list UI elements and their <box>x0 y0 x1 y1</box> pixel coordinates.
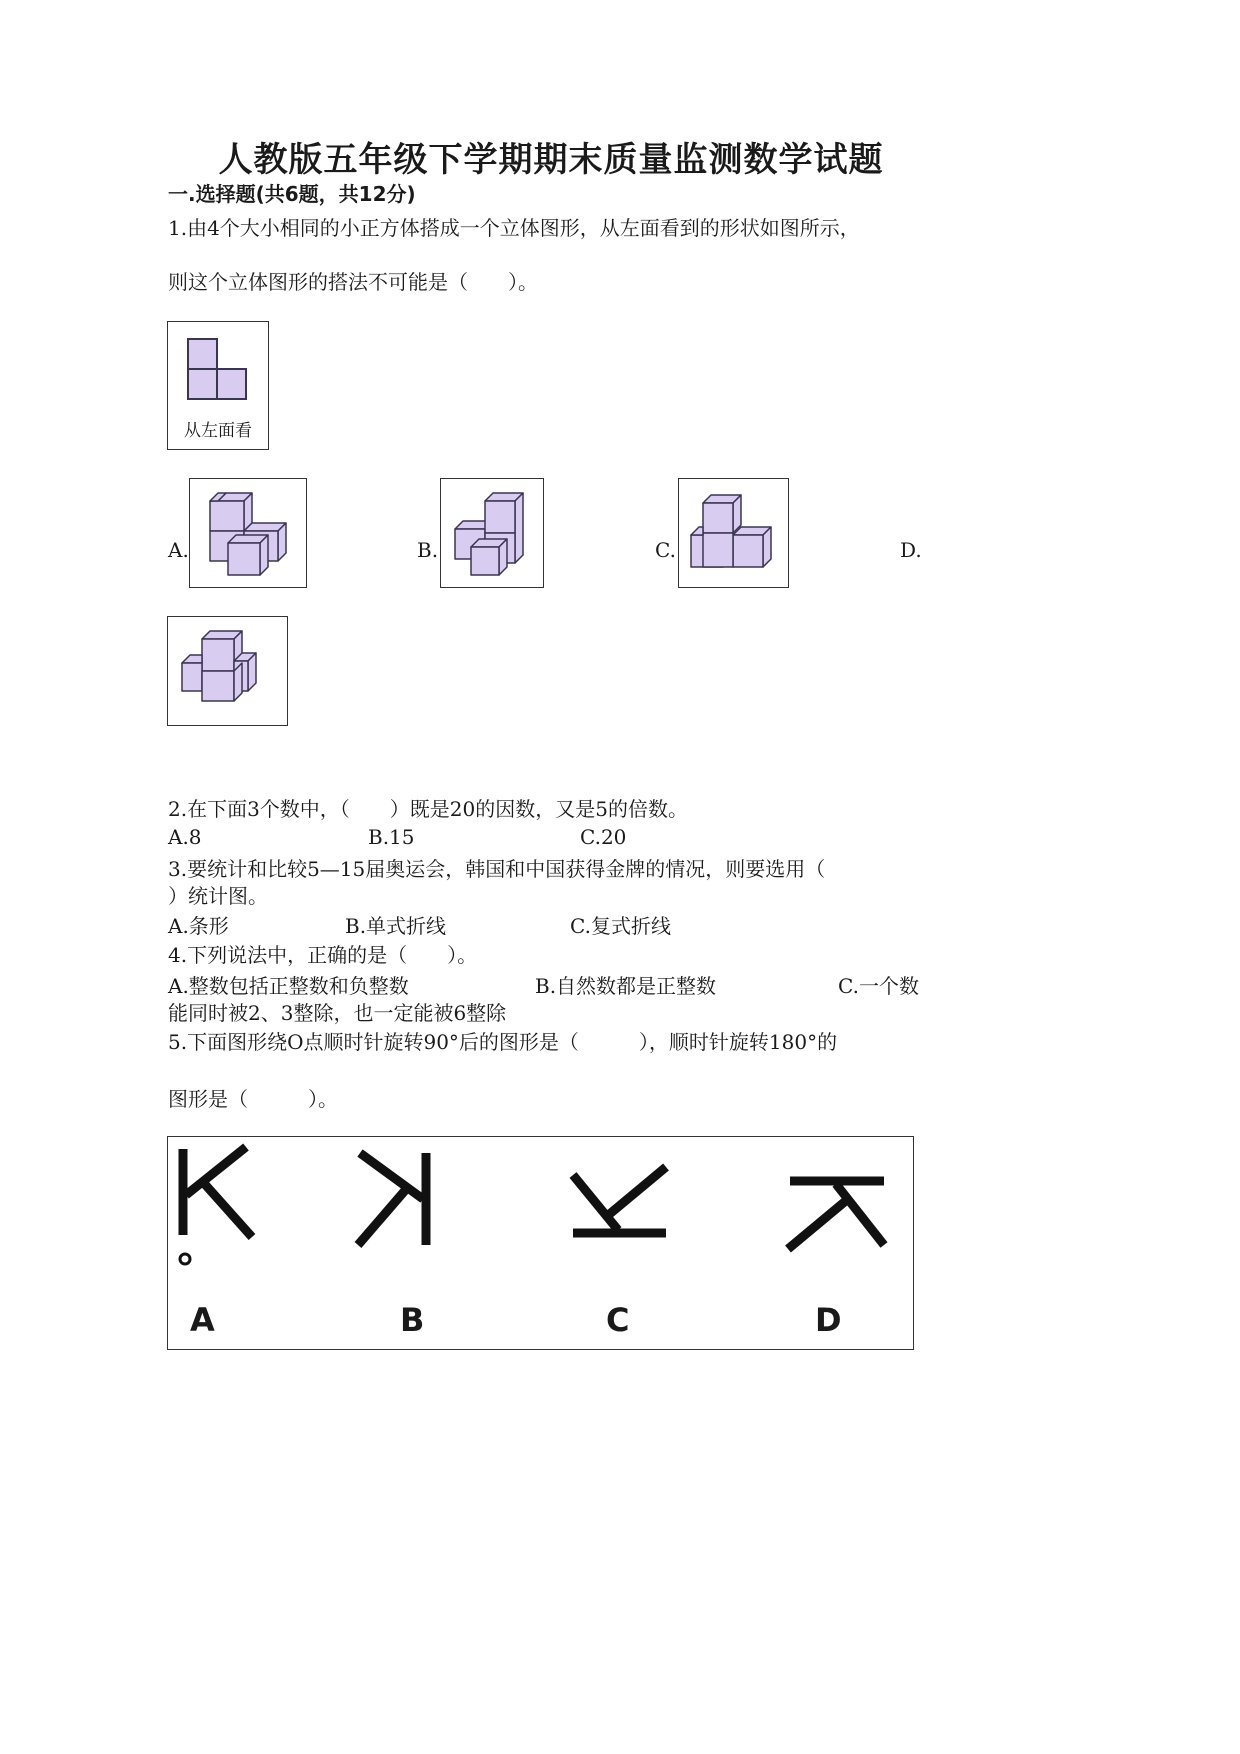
option-a-figure <box>189 478 307 588</box>
view-caption: 从左面看 <box>184 421 252 441</box>
question-2-text: 2.在下面3个数中，（ ）既是20的因数，又是5的倍数。 <box>168 797 688 821</box>
option-c-label: C. <box>655 538 676 562</box>
cube-figure-a <box>190 479 306 587</box>
question-1-line1: 1.由4个大小相同的小正方体搭成一个立体图形，从左面看到的形状如图所示， <box>168 216 860 240</box>
k-shape-c <box>573 1167 666 1233</box>
k-shape-d <box>788 1181 884 1249</box>
question-5-line2: 图形是（ ）。 <box>168 1087 338 1111</box>
figure-label-d: D <box>815 1301 842 1339</box>
figure-label-c: C <box>606 1301 630 1339</box>
rotation-figure <box>167 1136 914 1350</box>
left-view-figure <box>167 321 269 450</box>
cube-figure-c <box>679 479 788 587</box>
left-view-drawing <box>168 322 268 412</box>
question-3-line2: ）统计图。 <box>168 884 268 908</box>
q4-option-c-cont: 能同时被2、3整除，也一定能被6整除 <box>168 1001 507 1025</box>
option-d-figure <box>167 616 288 726</box>
option-a-label: A. <box>168 538 189 562</box>
section-heading: 一.选择题(共6题，共12分) <box>168 182 416 206</box>
option-b-figure <box>440 478 544 588</box>
q4-option-b: B.自然数都是正整数 <box>535 974 717 998</box>
cube-figure-d <box>168 617 287 725</box>
question-3-line1: 3.要统计和比较5—15届奥运会，韩国和中国获得金牌的情况，则要选用（ <box>168 857 826 881</box>
q3-option-c: C.复式折线 <box>570 914 671 938</box>
q4-option-a: A.整数包括正整数和负整数 <box>168 974 409 998</box>
q3-option-b: B.单式折线 <box>345 914 447 938</box>
question-1-line2: 则这个立体图形的搭法不可能是（ ）。 <box>168 270 538 294</box>
question-4-text: 4.下列说法中，正确的是（ ）。 <box>168 943 478 967</box>
q4-option-c: C.一个数 <box>838 974 919 998</box>
page-title: 人教版五年级下学期期末质量监测数学试题 <box>218 140 884 180</box>
figure-label-b: B <box>400 1301 425 1339</box>
option-b-label: B. <box>417 538 439 562</box>
q2-option-a: A.8 <box>168 825 202 849</box>
question-5-line1: 5.下面图形绕O点顺时针旋转90°后的图形是（ ），顺时针旋转180°的 <box>168 1030 838 1054</box>
q2-option-b: B.15 <box>368 825 415 849</box>
option-d-label: D. <box>900 538 922 562</box>
k-shape-b <box>358 1153 426 1245</box>
k-shape-a <box>180 1147 252 1264</box>
k-shapes <box>168 1137 913 1349</box>
q2-option-c: C.20 <box>580 825 627 849</box>
q3-option-a: A.条形 <box>168 914 229 938</box>
figure-label-a: A <box>190 1301 215 1339</box>
cube-figure-b <box>441 479 543 587</box>
option-c-figure <box>678 478 789 588</box>
